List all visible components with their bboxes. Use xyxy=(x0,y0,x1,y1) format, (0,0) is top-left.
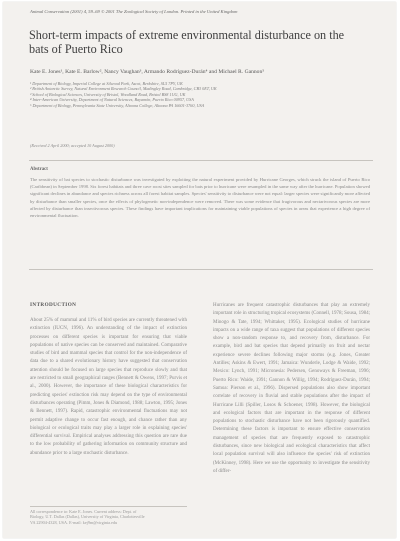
correspondence-line: Biology, U.T. Dallas (Dallas), University of Virginia, Charlottesville xyxy=(30,514,145,520)
received-dates: (Received 2 April 2000; accepted 10 August 2000) xyxy=(30,143,115,148)
affiliation-line: ¹ Department of Biology, Imperial College at Silwood Park, Ascot, Berkshire, SL5 7PY, UK xyxy=(30,81,183,86)
correspondence-footnote xyxy=(30,509,187,525)
abstract-text: The sensitivity of bat species to stochastic disturbance was investigated by exploiting the natural experiment provided by Hurricane Georges, which struck the island of Puerto Rico (Caribbean) in September 1998. Six forest habitats and three cave roost sites sampled for bats prior to hurricane were resampled in the same way after the hurricane. Population showed significant declines in abundance and species richness across all forest habitat samples. Species' sensitivity to disturbance were not equal: larger species were significantly more affected by disturbance than smaller species, once the effects of phylogenetic non-independence were removed. There was some evidence that frugivorous and nectarivorous species are more affected by disturbance than insectivorous species. These findings have important implications for maintaining viable populations of species in areas that experience a high degree of environmental fluctuation. xyxy=(30,177,370,219)
running-head: Animal Conservation (2001) 4, 59–69 © 2001 The Zoological Society of London. Printed in the United Kingdom xyxy=(30,9,238,14)
affiliation-line: ⁵ Department of Biology, Pennsylvania State University, Altoona College, Altoona PA 16601-3760, USA xyxy=(30,102,205,108)
abstract-section xyxy=(29,160,373,270)
affiliation-line: ³ School of Biological Sciences, University of Bristol, Woodland Road, Bristol BS8 1UG, UK xyxy=(30,91,186,97)
journal-page xyxy=(3,2,396,538)
introduction-right-column: Hurricanes are frequent catastrophic disturbances that play an extremely important role in structuring tropical ecosystems (Connell, 1978; Sousa, 1984; Minogo & Tate, 1994; Whittaker, 1995). Ecological studies of hurricane impacts on a wide range of taxa suggest that populations of different species show a non-random response to, and recovery from, disturbance. For example, bird and bat species that depend primarily on fruit and nectar experience severe declines following major storms (e.g. Jones, Greater Antilles; Askins & Ewert, 1991; Jamaica: Wunderle, Lodge & Waide, 1992; Mexico: Lynch, 1991; Micronesia: Pedersen, Genoways & Freeman, 1996; Puerto Rico: Waide, 1991; Gannon & Willig, 1994; Rodríguez-Durán, 1994; Samoa: Pierson et al., 1996). Dispersed populations also show important correlate of recovery in fluvial and stable populations after the impact of Hurricane Lilli (Spiller, Losos & Schoener, 1998). However, the biological and ecological factors that are important in the response of different populations to stochastic disturbance have not been rigorously quantified. Determining these factors is important to ensure effective conservation management of species that are frequently exposed to catastrophic disturbances, since new biological and ecological characteristics that affect local population survival will also influence the species' risk of extinction (McKinney, 1998). Here we use the opportunity to investigate the sensitivity of differ- xyxy=(213,303,370,474)
introduction-left-column: About 25% of mammal and 11% of bird species are currently threatened with extinction (IUCN, 1996). An understanding of the impact of extinction processes on different species is important for ensuring that viable populations of native species can be conserved and maintained. Comparative studies of bird and mammal species that control for the non-independence of data due to a shared evolutionary history have suggested that conservation attention should be focused on large species that reproduce slowly and that are restricted to small geographical ranges (Bennett & Owens, 1997; Purvis et al., 2000). However, the importance of these biological characteristics for predicting species' extinction risk may depend on the type of environmental disturbances operating (Pimm, Jones & Diamond, 1988; Lawton, 1995; Jones & Bennett, 1997). Rapid, catastrophic environmental fluctuations may not permit adaptive change to occur fast enough, and chance rather than any biological or ecological traits may play a larger role in explaining species' differential survival. Empirical analyses addressing this question are rare due to the low probability of gathering information on community structure and abundance prior to a large stochastic disturbance. xyxy=(30,318,187,456)
article-title: Short-term impacts of extreme environmental disturbance on the bats of Puerto Rico xyxy=(29,28,345,56)
correspondence-line: All correspondence to: Kate E. Jones. Current address: Dept. of xyxy=(30,509,137,514)
introduction-heading: INTRODUCTION xyxy=(30,302,77,308)
abstract-heading: Abstract xyxy=(30,167,48,172)
affiliation-line: ⁴ Inter-American University, Department of Natural Sciences, Bayamón, Puerto Rico 00957, USA xyxy=(30,97,194,103)
affiliation-line: ² British Antarctic Survey, Natural Environment Research Council, Madingley Road, Cambridge, CB3 0ET, UK xyxy=(30,86,217,92)
footnote-divider xyxy=(30,506,187,507)
affiliations xyxy=(30,81,370,108)
correspondence-line: VA 22904-4328, USA. E-mail: kej9m@virginia.edu xyxy=(30,519,118,525)
author-list: Kate E. Jones¹, Kate E. Barlow², Nancy Vaughan³, Armando Rodríguez-Durán⁴ and Michael R. Gannon⁵ xyxy=(30,69,265,75)
